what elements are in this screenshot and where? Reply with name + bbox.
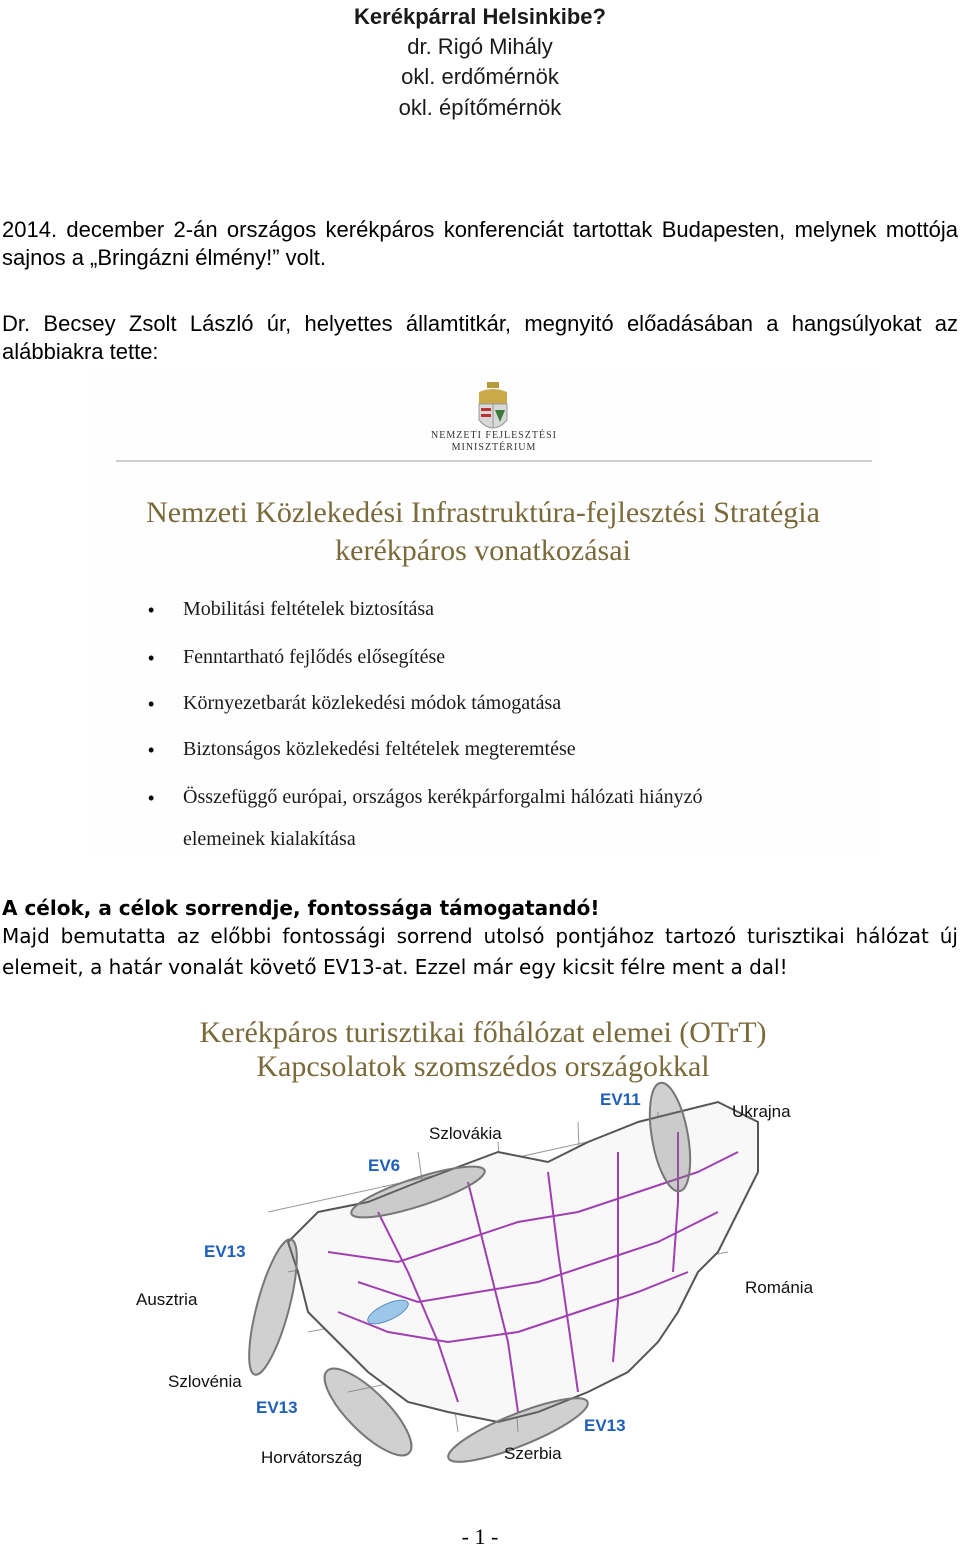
label-ev13-southeast: EV13 [584, 1416, 626, 1435]
slide-title-line-2: kerékpáros vonatkozásai [335, 534, 631, 567]
ev13-west-highlight [239, 1235, 306, 1379]
paragraph-intro: 2014. december 2-án országos kerékpáros konferenciát tartottak Budapesten, melynek mottója sajnos a „Bringázni élmény!” volt. [2, 217, 958, 270]
label-austria: Ausztria [136, 1290, 198, 1309]
ministry-name-line-2: MINISZTÉRIUM [451, 442, 537, 453]
label-ukraine: Ukrajna [732, 1102, 791, 1121]
map-title-line-2: Kapcsolatok szomszédos országokkal [256, 1050, 710, 1083]
bullet-item-4: Biztonságos közlekedési feltételek megteremtése [183, 738, 576, 760]
slide-strategy [88, 368, 874, 854]
label-romania: Románia [745, 1278, 814, 1297]
slide-divider [116, 460, 872, 462]
label-ev13-west: EV13 [204, 1242, 246, 1261]
label-ev13-south: EV13 [256, 1398, 298, 1417]
bullet-marker: • [148, 694, 155, 714]
paragraph-network: Majd bemutatta az előbbi fontossági sorrend utolsó pontjához tartozó turisztikai hálózat új elemeit, a határ vonalát követő EV13-at. Ezzel már egy kicsit félre ment a dal! [2, 924, 958, 979]
bullet-marker: • [148, 740, 155, 760]
author-degree-1: okl. erdőmérnök [401, 64, 559, 89]
page-number: - 1 - [461, 1524, 499, 1549]
bullet-item-5: Összefüggő európai, országos kerékpárforgalmi hálózati hiányzó [183, 786, 703, 808]
bullet-marker: • [148, 648, 155, 668]
paragraph-goals: A célok, a célok sorrendje, fontossága támogatandó! [2, 896, 600, 920]
label-ev6: EV6 [368, 1156, 401, 1175]
label-serbia: Szerbia [504, 1444, 562, 1463]
author-name: dr. Rigó Mihály [407, 34, 553, 59]
bullet-item-1: Mobilitási feltételek biztosítása [183, 598, 435, 620]
bullet-marker: • [148, 600, 155, 620]
map-title-line-1: Kerékpáros turisztikai főhálózat elemei (OTrT) [199, 1016, 767, 1049]
ministry-name-line-1: NEMZETI FEJLESZTÉSI [431, 430, 557, 441]
slide-network-map [118, 1012, 848, 1472]
author-degree-2: okl. építőmérnök [398, 95, 562, 120]
paragraph-speaker: Dr. Becsey Zsolt László úr, helyettes államtitkár, megnyitó előadásában a hangsúlyokat az alábbiakra tette: [2, 311, 958, 364]
document-title: Kerékpárral Helsinkibe? [354, 4, 606, 29]
label-ev11: EV11 [600, 1090, 641, 1109]
ministry-logo-text [388, 430, 600, 454]
slide-title-line-1: Nemzeti Közlekedési Infrastruktúra-fejlesztési Stratégia [146, 496, 820, 529]
bullet-marker: • [148, 788, 155, 808]
label-croatia: Horvátország [261, 1448, 363, 1467]
bullet-item-2: Fenntartható fejlődés elősegítése [183, 646, 446, 668]
bullet-item-3: Környezetbarát közlekedési módok támogatása [183, 692, 562, 714]
bullet-item-5-continuation: elemeinek kialakítása [183, 828, 356, 850]
label-slovakia: Szlovákia [429, 1124, 502, 1143]
label-slovenia: Szlovénia [168, 1372, 242, 1391]
